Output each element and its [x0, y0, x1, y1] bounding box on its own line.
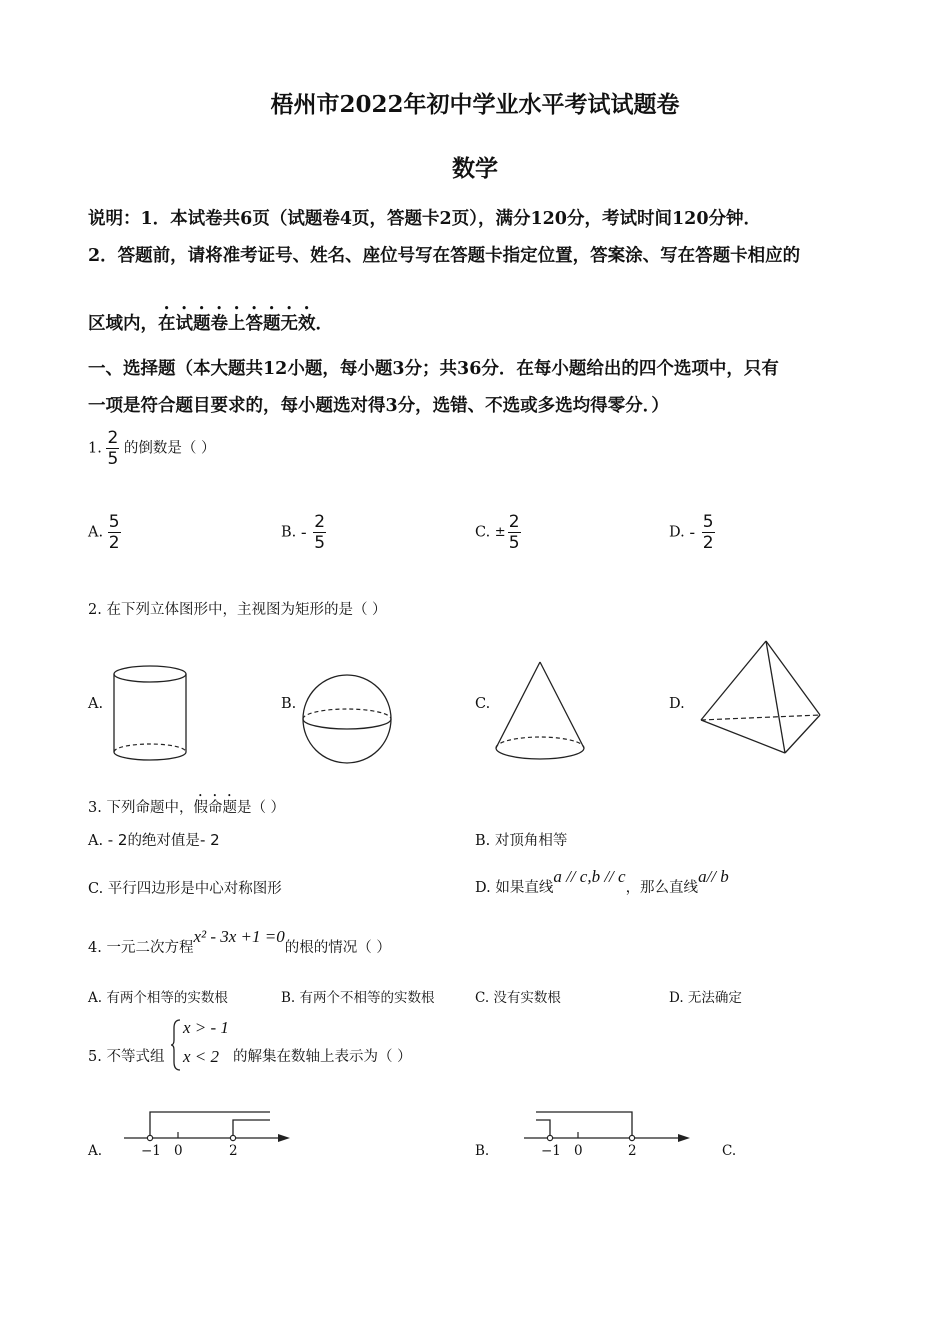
fraction-numerator: 5 — [702, 512, 714, 532]
q1-option-a[interactable] — [88, 512, 121, 553]
option-label: A. — [88, 833, 104, 849]
fraction-denominator: 5 — [314, 533, 326, 553]
tick-label-2: 2 — [628, 1143, 637, 1159]
q4-option-b[interactable]: B. 有两个不相等的实数根 — [281, 990, 435, 1006]
sphere-icon — [300, 672, 396, 768]
q1-option-c[interactable] — [475, 512, 521, 553]
option-text: 的绝对值是 — [127, 833, 200, 849]
section-heading-line-2: 一项是符合题目要求的，每小题选对得3分，选错、不选或多选均得零分．） — [88, 396, 669, 416]
cone-icon — [492, 658, 588, 768]
instruction-line-1: 说明：1．本试卷共6页（试题卷4页，答题卡2页），满分120分，考试时间120分钟． — [88, 209, 762, 229]
inequality-1: x > - 1 — [183, 1018, 229, 1037]
q3-option-a[interactable] — [88, 829, 220, 850]
question-1-fraction — [106, 428, 119, 469]
option-text: ，那么直线 — [625, 880, 699, 896]
fraction-numerator: 2 — [314, 512, 326, 532]
subject-title: 数学 — [452, 155, 498, 182]
q5-option-c-label[interactable]: C. — [722, 1143, 737, 1159]
option-fraction — [702, 512, 715, 553]
section-heading-line-1: 一、选择题（本大题共12小题，每小题3分；共36分．在每小题给出的四个选项中，只有 — [88, 359, 779, 379]
option-sign: ± — [494, 525, 506, 540]
q3-option-b[interactable]: B. 对顶角相等 — [475, 833, 568, 849]
question-1-text: 的倒数是（ ） — [123, 440, 216, 457]
instruction-line-3 — [88, 304, 333, 335]
option-fraction — [508, 512, 521, 553]
q4-option-a[interactable]: A. 有两个相等的实数根 — [88, 990, 228, 1006]
instruction-emphasis: 在试题卷上答题无效 — [158, 314, 316, 334]
fraction-numerator: 2 — [107, 428, 119, 448]
q2-option-c-label[interactable]: C. — [475, 696, 491, 712]
question-4-suffix: 的根的情况（ ） — [284, 940, 391, 956]
question-1-number: 1. — [88, 440, 102, 457]
tick-label-0: 0 — [574, 1143, 583, 1159]
instruction-line-2: 2．答题前，请将准考证号、姓名、座位号写在答题卡指定位置，答案涂、写在答题卡相应的 — [88, 246, 801, 266]
option-fraction — [108, 512, 121, 553]
question-4-prefix: 4. 一元二次方程 — [88, 940, 194, 956]
cylinder-icon — [108, 662, 192, 766]
tick-label-0: 0 — [174, 1143, 183, 1159]
q3-option-d[interactable] — [475, 866, 729, 896]
tick-label-neg1: −1 — [141, 1143, 161, 1159]
q1-option-b[interactable] — [281, 512, 326, 553]
fraction-denominator: 5 — [107, 449, 119, 469]
q1-option-d[interactable] — [669, 512, 715, 553]
q4-option-d[interactable]: D. 无法确定 — [669, 990, 742, 1006]
instruction-line-3-suffix: ． — [315, 314, 333, 334]
option-math: - 2 — [107, 831, 128, 849]
option-label: D. — [669, 524, 685, 541]
tick-label-2: 2 — [229, 1143, 238, 1159]
fraction-numerator: 5 — [108, 512, 120, 532]
question-3 — [88, 792, 285, 817]
option-sign: - — [300, 523, 307, 542]
option-label: C. — [475, 524, 491, 541]
option-label: A. — [88, 524, 104, 541]
q2-option-d-label[interactable]: D. — [669, 696, 685, 712]
question-5-prefix: 5. 不等式组 — [88, 1049, 165, 1065]
equation: x² - 3x +1 =0 — [193, 927, 285, 946]
option-fraction — [313, 512, 326, 553]
option-sign: - — [689, 523, 696, 542]
q4-option-c[interactable]: C. 没有实数根 — [475, 990, 561, 1006]
q2-option-a-label[interactable]: A. — [88, 696, 104, 712]
question-3-prefix: 3. 下列命题中， — [88, 800, 194, 816]
q5-option-b-label[interactable]: B. — [475, 1143, 490, 1159]
brace-icon — [170, 1018, 182, 1072]
option-math: a// b — [698, 867, 729, 886]
fraction-numerator: 2 — [508, 512, 520, 532]
question-2: 2. 在下列立体图形中，主视图为矩形的是（ ） — [88, 602, 387, 618]
exam-title: 梧州市2022年初中学业水平考试试题卷 — [270, 91, 680, 118]
fraction-denominator: 5 — [508, 533, 520, 553]
question-5-suffix: 的解集在数轴上表示为（ ） — [233, 1049, 412, 1065]
option-text: D. 如果直线 — [475, 880, 554, 896]
question-4 — [88, 926, 391, 956]
option-math: - 2 — [199, 831, 220, 849]
option-label: B. — [281, 524, 297, 541]
q5-option-a-label[interactable]: A. — [88, 1143, 103, 1159]
option-math: a // c,b // c — [553, 867, 626, 886]
question-1 — [88, 428, 216, 469]
question-3-suffix: 是（ ） — [236, 800, 286, 816]
fraction-denominator: 2 — [108, 533, 120, 553]
instruction-line-3-prefix: 区域内， — [88, 314, 158, 334]
tick-label-neg1: −1 — [541, 1143, 561, 1159]
inequality-2: x < 2 — [183, 1047, 220, 1066]
q2-option-b-label[interactable]: B. — [281, 696, 297, 712]
q3-option-c[interactable]: C. 平行四边形是中心对称图形 — [88, 881, 282, 897]
question-3-emphasis: 假命题 — [193, 800, 237, 816]
tetrahedron-icon — [696, 636, 826, 760]
fraction-denominator: 2 — [702, 533, 714, 553]
